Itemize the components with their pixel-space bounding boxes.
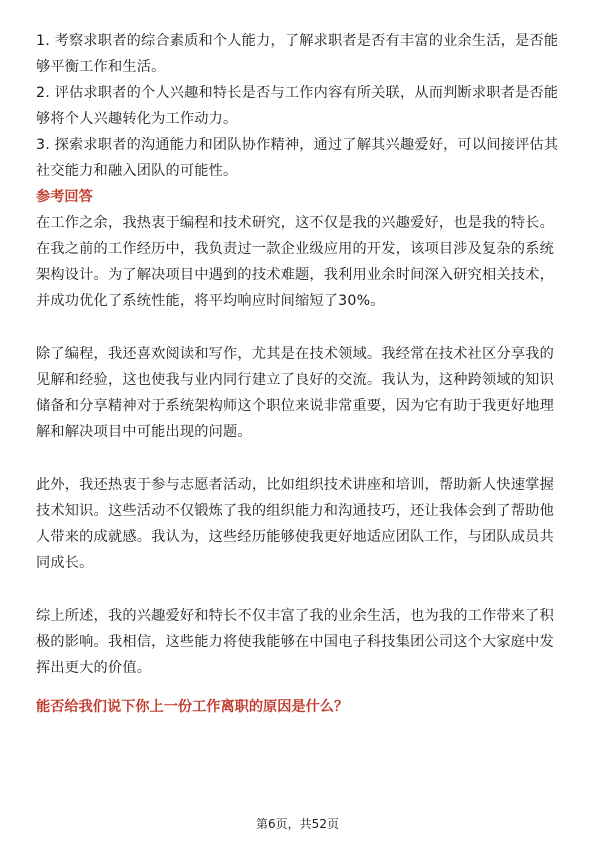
- page-footer: 第6页，共52页: [256, 817, 339, 831]
- paragraph-line: 人带来的成就感。我认为，这些经历能够使我更好地适应团队工作，与团队成员共: [36, 529, 554, 545]
- paragraph-line: 并成功优化了系统性能，将平均响应时间缩短了30%。: [36, 293, 385, 309]
- criteria-line: 社交能力和融入团队的可能性。: [36, 163, 238, 179]
- answer-paragraph: [36, 341, 564, 445]
- paragraph-line: 在工作之余，我热衷于编程和技术研究，这不仅是我的兴趣爱好，也是我的特长。: [36, 215, 554, 231]
- paragraph-line: 综上所述，我的兴趣爱好和特长不仅丰富了我的业余生活，也为我的工作带来了积: [36, 608, 554, 624]
- answer-heading: 参考回答: [36, 189, 93, 205]
- criteria-line: 3. 探索求职者的沟通能力和团队协作精神，通过了解其兴趣爱好，可以间接评估其: [36, 137, 559, 153]
- paragraph-line: 储备和分享精神对于系统架构师这个职位来说非常重要，因为它有助于我更好地理: [36, 398, 554, 414]
- criteria-line: 2. 评估求职者的个人兴趣和特长是否与工作内容有所关联，从而判断求职者是否能: [36, 85, 559, 101]
- criteria-list: [36, 28, 564, 184]
- answer-paragraphs: [36, 210, 564, 681]
- paragraph-gap: [36, 314, 564, 341]
- paragraph-gap: [36, 445, 564, 472]
- paragraph-line: 挥出更大的价值。: [36, 660, 152, 676]
- paragraph-line: 同成长。: [36, 555, 94, 571]
- criteria-line: 1. 考察求职者的综合素质和个人能力，了解求职者是否有丰富的业余生活，是否能: [36, 33, 559, 49]
- paragraph-line: 见解和经验，这也使我与业内同行建立了良好的交流。我认为，这种跨领域的知识: [36, 372, 554, 388]
- paragraph-gap: [36, 576, 564, 603]
- document-body: [36, 28, 564, 720]
- answer-paragraph: [36, 472, 564, 576]
- paragraph-line: 除了编程，我还喜欢阅读和写作，尤其是在技术领域。我经常在技术社区分享我的: [36, 346, 554, 362]
- paragraph-line: 架构设计。为了解决项目中遇到的技术难题，我利用业余时间深入研究相关技术，: [36, 267, 554, 283]
- next-question: 能否给我们说下你上一份工作离职的原因是什么？: [36, 699, 349, 715]
- paragraph-line: 解和解决项目中可能出现的问题。: [36, 424, 252, 440]
- paragraph-line: 技术知识。这些活动不仅锻炼了我的组织能力和沟通技巧，还让我体会到了帮助他: [36, 503, 554, 519]
- criteria-line: 够将个人兴趣转化为工作动力。: [36, 111, 238, 127]
- criteria-line: 够平衡工作和生活。: [36, 59, 166, 75]
- answer-paragraph: [36, 603, 564, 681]
- paragraph-line: 在我之前的工作经历中，我负责过一款企业级应用的开发，该项目涉及复杂的系统: [36, 241, 554, 257]
- answer-paragraph: [36, 210, 564, 314]
- paragraph-line: 此外，我还热衷于参与志愿者活动，比如组织技术讲座和培训，帮助新人快速掌握: [36, 477, 554, 493]
- paragraph-line: 极的影响。我相信，这些能力将使我能够在中国电子科技集团公司这个大家庭中发: [36, 634, 554, 650]
